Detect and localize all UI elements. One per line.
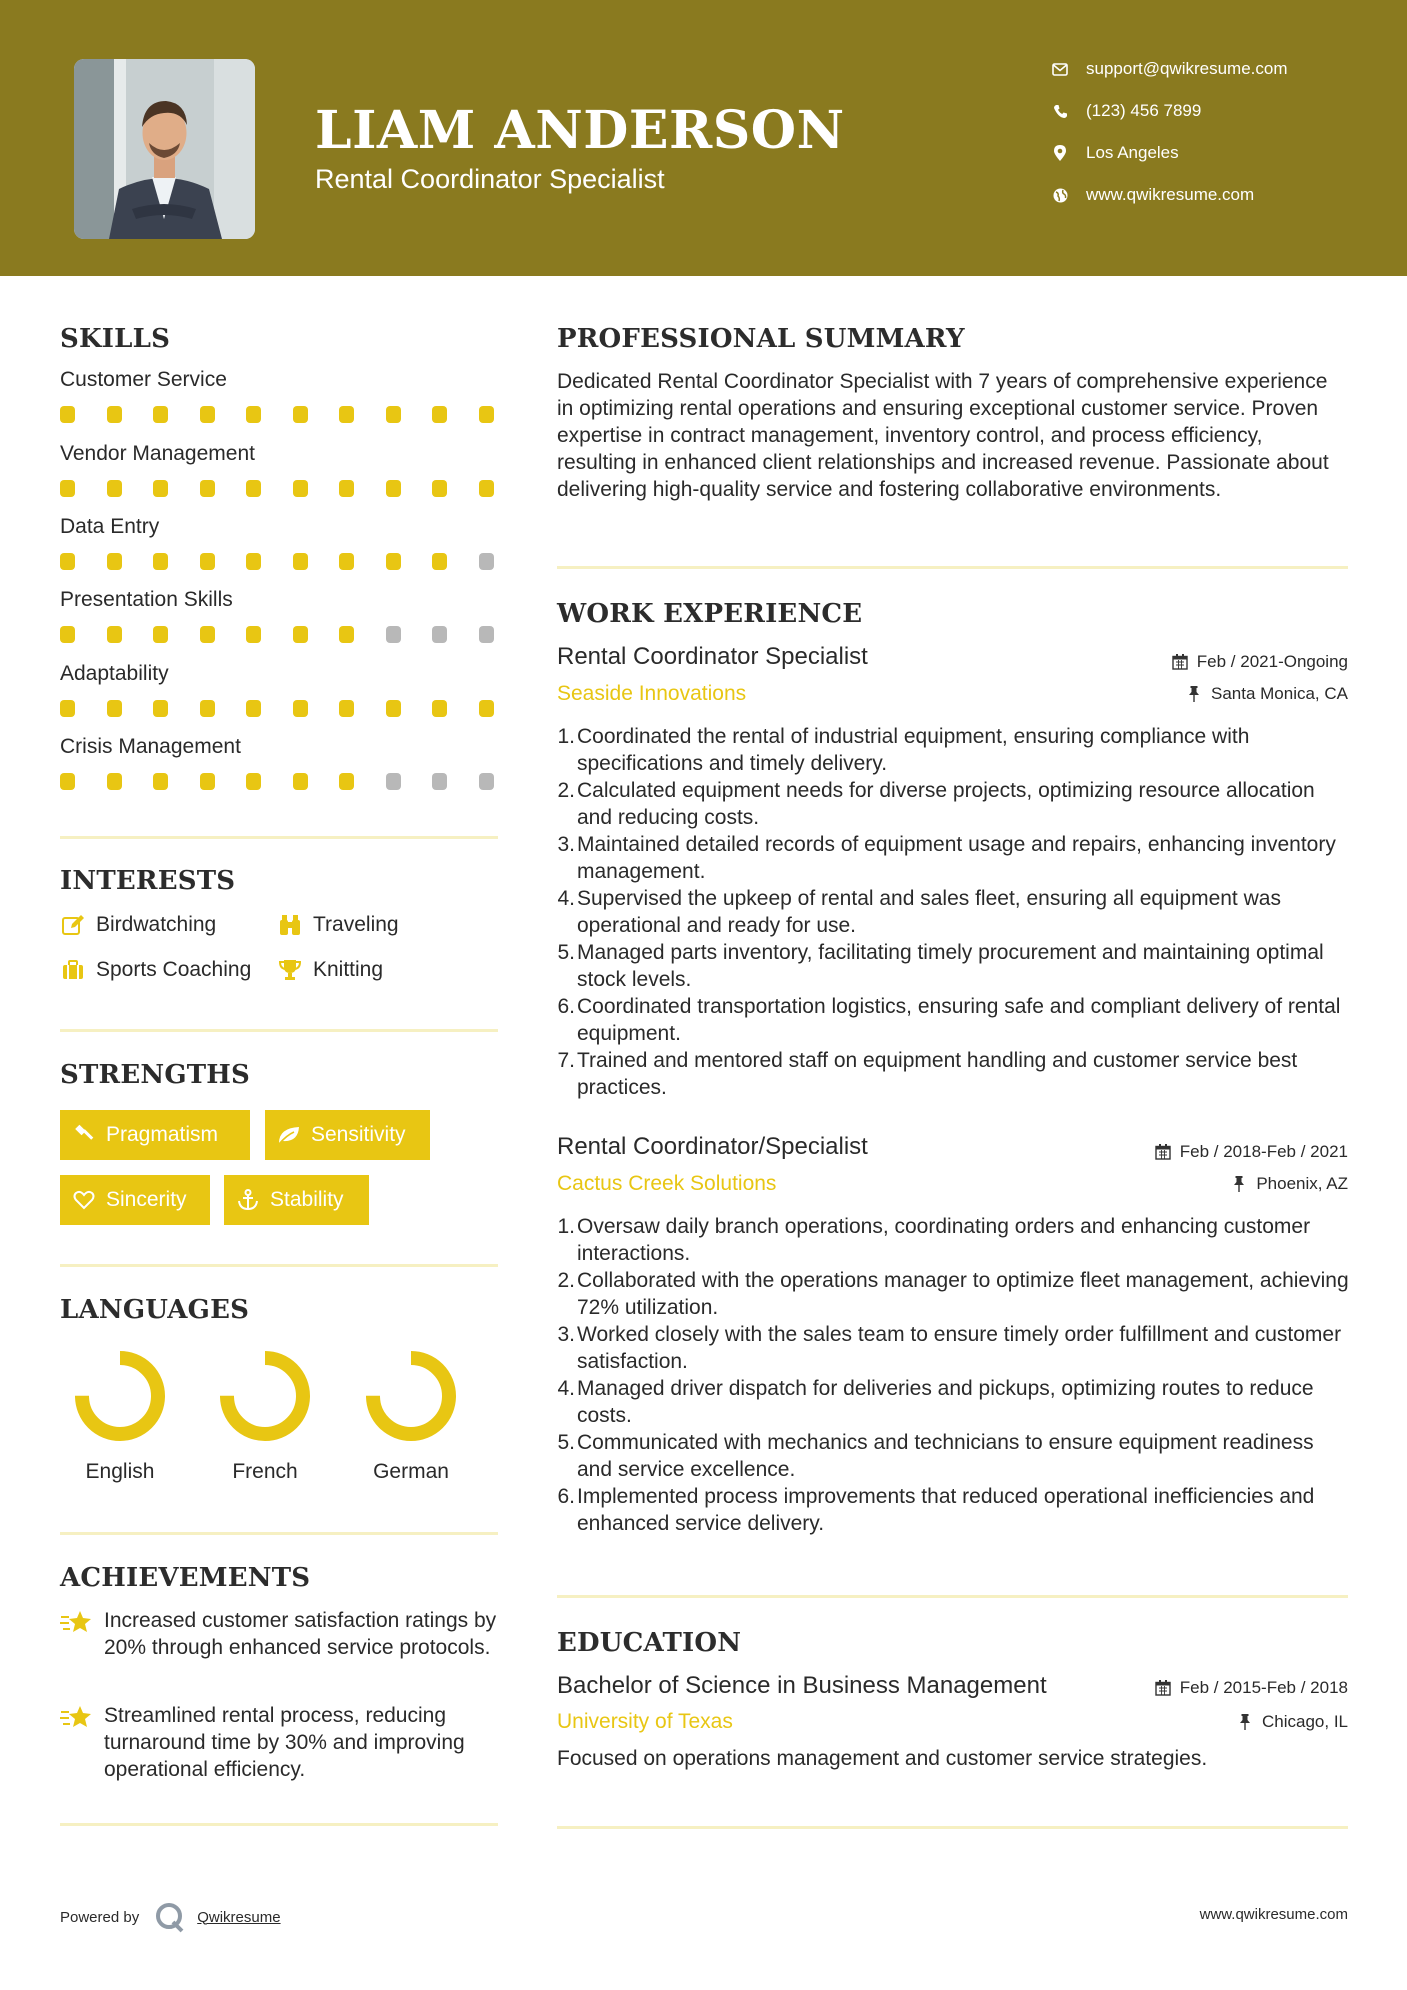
job-bullet: 4. Supervised the upkeep of rental and sales fleet, ensuring all equipment was operational and ready for use.	[557, 887, 1281, 937]
skill-name: Presentation Skills	[60, 588, 233, 611]
contact-email-text: support@qwikresume.com	[1086, 59, 1288, 78]
strength-chip: Stability	[224, 1175, 369, 1225]
candidate-title: Rental Coordinator Specialist	[315, 164, 665, 194]
skill-dot-filled	[60, 406, 75, 423]
skill-dot-filled	[432, 406, 447, 423]
job-bullet: 5. Communicated with mechanics and technicians to ensure equipment readiness and service excellence.	[557, 1431, 1314, 1481]
education-location: Chicago, IL	[1236, 1712, 1348, 1732]
skill-dot-filled	[60, 700, 75, 717]
strength-chip: Sincerity	[60, 1175, 210, 1225]
section-divider	[60, 1532, 498, 1535]
language-item	[356, 1350, 466, 1484]
skill-dot-filled	[479, 480, 494, 497]
calendar-icon	[1171, 653, 1189, 671]
skill-dot-filled	[200, 773, 215, 790]
skill-dot-filled	[60, 480, 75, 497]
skill-rating	[60, 700, 500, 718]
skill-dot-filled	[293, 700, 308, 717]
skill-dot-filled	[200, 700, 215, 717]
job-bullet: 2. Calculated equipment needs for diverse projects, optimizing resource allocation and reducing costs.	[557, 779, 1315, 829]
job-bullet: 7. Trained and mentored staff on equipment handling and customer service best practices.	[557, 1049, 1298, 1099]
education-date: Feb / 2015-Feb / 2018	[1154, 1678, 1348, 1698]
skill-rating	[60, 773, 500, 791]
skill-dot-filled	[60, 773, 75, 790]
achievements-heading: ACHIEVEMENTS	[60, 1563, 311, 1593]
skill-dot-filled	[339, 553, 354, 570]
interest-item: Sports Coaching	[60, 955, 251, 985]
skill-dot-filled	[153, 553, 168, 570]
job-bullets	[551, 1213, 1351, 1537]
language-ring	[219, 1350, 311, 1442]
interest-item: Knitting	[277, 955, 383, 985]
skill-dot-filled	[60, 626, 75, 643]
skill-dot-empty	[432, 626, 447, 643]
languages-heading: LANGUAGES	[60, 1295, 250, 1325]
edit-icon	[60, 912, 86, 938]
language-label: English	[85, 1460, 155, 1483]
skill-dot-filled	[386, 480, 401, 497]
skill-dot-filled	[246, 626, 261, 643]
qwikresume-logo-icon	[153, 1900, 187, 1934]
qwikresume-link[interactable]: Qwikresume	[197, 1908, 281, 1926]
binoculars-icon	[277, 912, 303, 938]
skill-dot-filled	[339, 700, 354, 717]
skill-dot-filled	[246, 553, 261, 570]
job-date: Feb / 2021-Ongoing	[1171, 652, 1348, 672]
skill-rating	[60, 480, 500, 498]
job-bullet: 2. Collaborated with the operations manager to optimize fleet management, achieving 72% utilization.	[557, 1269, 1349, 1319]
language-ring	[365, 1350, 457, 1442]
pushpin-icon	[1236, 1713, 1254, 1731]
skill-name: Adaptability	[60, 662, 169, 685]
skill-dot-empty	[386, 773, 401, 790]
skill-dot-filled	[246, 480, 261, 497]
interest-item: Traveling	[277, 910, 399, 940]
skill-dot-filled	[479, 700, 494, 717]
skill-dot-empty	[386, 626, 401, 643]
skill-dot-filled	[339, 773, 354, 790]
contact-phone[interactable]	[1050, 99, 1201, 123]
skill-dot-filled	[246, 773, 261, 790]
skill-dot-empty	[432, 773, 447, 790]
job-bullets	[551, 723, 1351, 1101]
skill-dot-filled	[107, 480, 122, 497]
skill-dot-filled	[200, 480, 215, 497]
section-divider	[557, 566, 1348, 569]
skill-dot-filled	[386, 553, 401, 570]
skill-name: Crisis Management	[60, 735, 241, 758]
interest-item: Birdwatching	[60, 910, 216, 940]
contact-website[interactable]	[1050, 183, 1254, 207]
skill-dot-filled	[479, 406, 494, 423]
job-bullet: 3. Worked closely with the sales team to ensure timely order fulfillment and customer satisfaction.	[557, 1323, 1342, 1373]
contact-phone-text: (123) 456 7899	[1086, 101, 1202, 120]
section-divider	[557, 1595, 1348, 1598]
shooting-star-icon	[60, 1702, 94, 1732]
job-bullet: 5. Managed parts inventory, facilitating timely procurement and maintaining optimal stock levels.	[557, 941, 1324, 991]
calendar-icon	[1154, 1143, 1172, 1161]
section-divider	[60, 1029, 498, 1032]
skill-dot-filled	[107, 626, 122, 643]
skill-name: Vendor Management	[60, 442, 255, 465]
skill-dot-filled	[107, 406, 122, 423]
skill-dot-filled	[432, 700, 447, 717]
contact-location-text: Los Angeles	[1086, 143, 1179, 162]
skill-name: Customer Service	[60, 368, 227, 391]
skill-dot-filled	[153, 406, 168, 423]
skill-dot-filled	[107, 553, 122, 570]
pushpin-icon	[1185, 685, 1203, 703]
heart-icon	[72, 1188, 96, 1212]
company-name: Seaside Innovations	[557, 682, 747, 705]
envelope-icon	[1050, 59, 1070, 79]
anchor-icon	[236, 1188, 260, 1212]
phone-icon	[1050, 101, 1070, 121]
contact-website-text: www.qwikresume.com	[1086, 185, 1255, 204]
skill-dot-filled	[200, 553, 215, 570]
skills-heading: SKILLS	[60, 324, 171, 354]
skill-dot-filled	[153, 700, 168, 717]
footer-website[interactable]: www.qwikresume.com	[1199, 1906, 1348, 1923]
profile-photo	[74, 59, 255, 239]
language-ring-arc	[227, 1358, 303, 1434]
education-description: Focused on operations management and customer service strategies.	[557, 1747, 1208, 1770]
skill-dot-filled	[432, 553, 447, 570]
footer-powered-by: Powered by Qwikresume	[60, 1900, 281, 1934]
skill-rating	[60, 553, 500, 571]
language-label: German	[373, 1460, 449, 1483]
skill-dot-empty	[479, 626, 494, 643]
skill-dot-filled	[386, 700, 401, 717]
job-bullet: 6. Coordinated transportation logistics, ensuring safe and compliant delivery of rental equipment.	[557, 995, 1341, 1045]
interests-heading: INTERESTS	[60, 866, 236, 896]
skill-dot-filled	[200, 406, 215, 423]
section-divider	[60, 1823, 498, 1826]
skill-dot-filled	[293, 480, 308, 497]
briefcase-icon	[60, 957, 86, 983]
language-ring	[74, 1350, 166, 1442]
strength-chip: Pragmatism	[60, 1110, 250, 1160]
skill-dot-filled	[153, 773, 168, 790]
summary-text: Dedicated Rental Coordinator Specialist with 7 years of comprehensive experience in optimizing rental operations and ensuring exceptional customer service. Proven expertise in contract management, inventory control, and process efficiency, resulting in enhanced client relationships and increased revenue. Passionate about delivering high-quality service and fostering collaborative environments.	[557, 370, 1329, 501]
skill-dot-filled	[293, 626, 308, 643]
job-bullet: 6. Implemented process improvements that reduced operational inefficiencies and enhanced service delivery.	[557, 1485, 1315, 1535]
skill-dot-empty	[479, 773, 494, 790]
company-name: Cactus Creek Solutions	[557, 1172, 777, 1195]
school-name: University of Texas	[557, 1710, 733, 1733]
pushpin-icon	[1230, 1175, 1248, 1193]
resume-header	[0, 0, 1407, 276]
job-bullet: 4. Managed driver dispatch for deliveries and pickups, optimizing routes to reduce costs.	[557, 1377, 1314, 1427]
job-location: Phoenix, AZ	[1230, 1174, 1348, 1194]
job-title: Rental Coordinator/Specialist	[557, 1133, 868, 1160]
contact-email[interactable]	[1050, 57, 1288, 81]
skill-dot-filled	[107, 700, 122, 717]
summary-heading: PROFESSIONAL SUMMARY	[557, 324, 965, 354]
skill-rating	[60, 406, 500, 424]
education-heading: EDUCATION	[557, 1628, 742, 1658]
skill-dot-filled	[293, 773, 308, 790]
skill-dot-empty	[479, 553, 494, 570]
shooting-star-icon	[60, 1607, 94, 1637]
skill-dot-filled	[339, 406, 354, 423]
globe-icon	[1050, 185, 1070, 205]
language-item	[210, 1350, 320, 1484]
degree-title: Bachelor of Science in Business Management	[557, 1672, 1047, 1699]
skill-dot-filled	[200, 626, 215, 643]
work-heading: WORK EXPERIENCE	[557, 599, 863, 629]
section-divider	[60, 1264, 498, 1267]
trophy-icon	[277, 957, 303, 983]
skill-dot-filled	[339, 626, 354, 643]
job-bullet: 1. Oversaw daily branch operations, coordinating orders and enhancing customer interactions.	[557, 1215, 1311, 1265]
language-ring-arc	[82, 1358, 158, 1434]
achievement-item: Streamlined rental process, reducing turnaround time by 30% and improving operational efficiency.	[60, 1702, 500, 1783]
job-title: Rental Coordinator Specialist	[557, 643, 868, 670]
section-divider	[557, 1826, 1348, 1829]
job-bullet: 1. Coordinated the rental of industrial equipment, ensuring compliance with specifications and timely delivery.	[557, 725, 1250, 775]
job-date: Feb / 2018-Feb / 2021	[1154, 1142, 1348, 1162]
strength-chip: Sensitivity	[265, 1110, 430, 1160]
skill-dot-filled	[432, 480, 447, 497]
strengths-heading: STRENGTHS	[60, 1060, 251, 1090]
candidate-name: LIAM ANDERSON	[315, 100, 845, 161]
gavel-icon	[72, 1123, 96, 1147]
skill-rating	[60, 626, 500, 644]
skill-dot-filled	[246, 700, 261, 717]
skill-dot-filled	[60, 553, 75, 570]
skill-dot-filled	[107, 773, 122, 790]
language-item	[65, 1350, 175, 1484]
skill-dot-filled	[293, 406, 308, 423]
skill-dot-filled	[153, 480, 168, 497]
language-ring-arc	[373, 1358, 449, 1434]
leaf-icon	[277, 1123, 301, 1147]
skill-name: Data Entry	[60, 515, 160, 538]
job-bullet: 3. Maintained detailed records of equipment usage and repairs, enhancing inventory management.	[557, 833, 1336, 883]
job-location: Santa Monica, CA	[1185, 684, 1348, 704]
section-divider	[60, 836, 498, 839]
skill-dot-filled	[293, 553, 308, 570]
skill-dot-filled	[386, 406, 401, 423]
skill-dot-filled	[339, 480, 354, 497]
map-marker-icon	[1050, 143, 1070, 163]
achievement-item: Increased customer satisfaction ratings by 20% through enhanced service protocols.	[60, 1607, 500, 1661]
skill-dot-filled	[153, 626, 168, 643]
contact-location	[1050, 141, 1179, 165]
language-label: French	[232, 1460, 298, 1483]
calendar-icon	[1154, 1679, 1172, 1697]
skill-dot-filled	[246, 406, 261, 423]
